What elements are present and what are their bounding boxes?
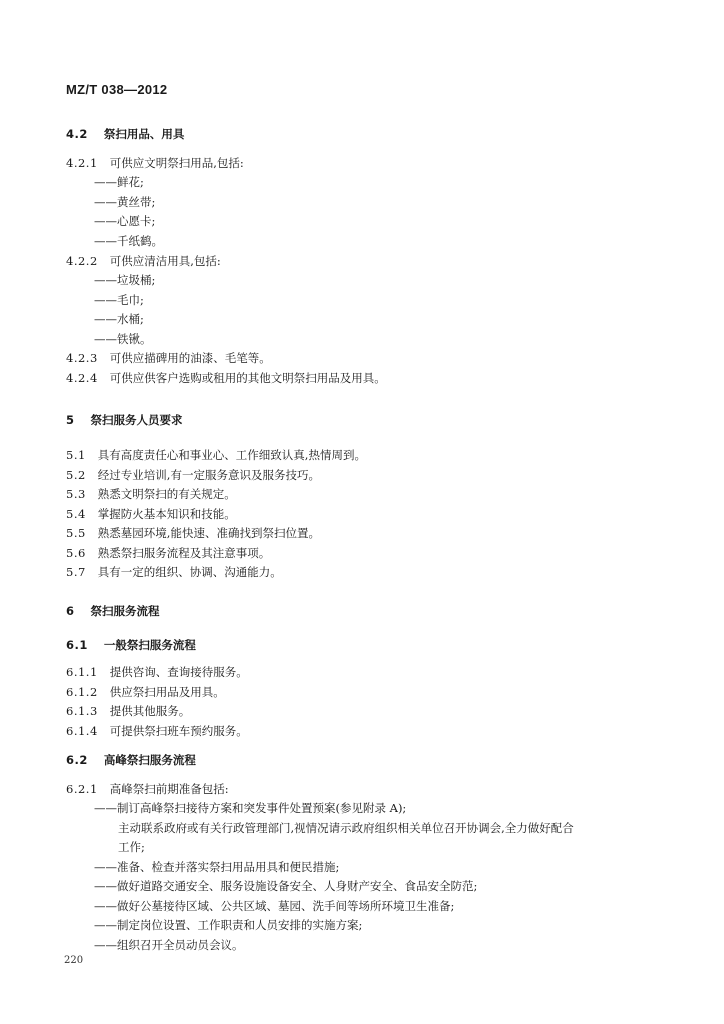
clause-text: 提供咨询、查询接待服务。 xyxy=(109,665,248,679)
clause-text: 供应祭扫用品及用具。 xyxy=(109,685,225,699)
list-item-continuation: 主动联系政府或有关行政管理部门,视情况请示政府组织相关单位召开协调会,全力做好配合 xyxy=(118,821,574,835)
clause-6-1-4 xyxy=(66,723,248,739)
clause-4-2-2 xyxy=(66,253,221,269)
list-item: ——垃圾桶; xyxy=(94,273,156,287)
clause-4-2-3 xyxy=(66,350,271,366)
list-item: ——制订高峰祭扫接待方案和突发事件处置预案(参见附录 A); xyxy=(94,801,407,815)
clause-5-1 xyxy=(66,447,366,463)
clause-text: 提供其他服务。 xyxy=(109,704,191,718)
section-title: 一般祭扫服务流程 xyxy=(103,638,196,652)
section-6-2-heading xyxy=(66,752,196,768)
clause-text: 经过专业培训,有一定服务意识及服务技巧。 xyxy=(97,468,320,482)
clause-number: 5.7 xyxy=(66,565,86,579)
section-title: 祭扫服务流程 xyxy=(90,604,160,618)
list-item: ——组织召开全员动员会议。 xyxy=(94,938,244,952)
clause-5-4 xyxy=(66,506,236,522)
clause-number: 4.2.1 xyxy=(66,156,98,170)
clause-number: 5.3 xyxy=(66,487,86,501)
clause-5-7 xyxy=(66,564,282,580)
section-4-2-heading xyxy=(66,126,184,142)
section-title: 高峰祭扫服务流程 xyxy=(103,753,196,767)
section-number: 6.2 xyxy=(66,753,88,767)
list-item-continuation: 工作; xyxy=(118,840,145,854)
section-title: 祭扫用品、用具 xyxy=(103,127,185,141)
clause-5-3 xyxy=(66,486,236,502)
list-item: ——铁锹。 xyxy=(94,332,152,346)
list-item: ——心愿卡; xyxy=(94,214,156,228)
clause-4-2-4 xyxy=(66,370,386,386)
clause-number: 6.1.1 xyxy=(66,665,98,679)
clause-text: 可供应清洁用具,包括: xyxy=(109,254,221,268)
clause-text: 熟悉祭扫服务流程及其注意事项。 xyxy=(97,546,271,560)
list-item: ——水桶; xyxy=(94,312,144,326)
clause-text: 可提供祭扫班车预约服务。 xyxy=(109,724,248,738)
clause-text: 掌握防火基本知识和技能。 xyxy=(97,507,236,521)
clause-number: 6.1.4 xyxy=(66,724,98,738)
clause-number: 4.2.3 xyxy=(66,351,98,365)
list-item: ——千纸鹤。 xyxy=(94,234,163,248)
clause-text: 可供应描碑用的油漆、毛笔等。 xyxy=(109,351,271,365)
clause-number: 6.2.1 xyxy=(66,782,98,796)
clause-text: 可供应文明祭扫用品,包括: xyxy=(109,156,244,170)
page-number: 220 xyxy=(64,955,84,966)
clause-5-6 xyxy=(66,545,270,561)
clause-text: 高峰祭扫前期准备包括: xyxy=(109,782,229,796)
clause-number: 4.2.2 xyxy=(66,254,98,268)
section-6-heading xyxy=(66,603,160,619)
list-item: ——制定岗位设置、工作职责和人员安排的实施方案; xyxy=(94,918,363,932)
section-title: 祭扫服务人员要求 xyxy=(90,413,183,427)
clause-6-1-1 xyxy=(66,664,248,680)
clause-text: 可供应供客户选购或租用的其他文明祭扫用品及用具。 xyxy=(109,371,386,385)
section-5-heading xyxy=(66,412,183,428)
clause-number: 5.2 xyxy=(66,468,86,482)
list-item: ——毛巾; xyxy=(94,293,144,307)
section-number: 4.2 xyxy=(66,127,88,141)
standard-code: MZ/T 038—2012 xyxy=(66,82,168,97)
list-item: ——鲜花; xyxy=(94,175,144,189)
clause-text: 熟悉墓园环境,能快速、准确找到祭扫位置。 xyxy=(97,526,320,540)
clause-text: 熟悉文明祭扫的有关规定。 xyxy=(97,487,236,501)
clause-6-1-3 xyxy=(66,703,190,719)
clause-6-1-2 xyxy=(66,684,225,700)
clause-text: 具有一定的组织、协调、沟通能力。 xyxy=(97,565,282,579)
list-item: ——黄丝带; xyxy=(94,195,156,209)
clause-5-2 xyxy=(66,467,320,483)
clause-number: 5.4 xyxy=(66,507,86,521)
clause-text: 具有高度责任心和事业心、工作细致认真,热情周到。 xyxy=(97,448,366,462)
section-6-1-heading xyxy=(66,637,196,653)
clause-number: 5.6 xyxy=(66,546,86,560)
clause-6-2-1 xyxy=(66,781,229,797)
clause-number: 5.1 xyxy=(66,448,86,462)
section-number: 5 xyxy=(66,413,75,427)
list-item: ——准备、检查并落实祭扫用品用具和便民措施; xyxy=(94,860,340,874)
list-item: ——做好公墓接待区域、公共区域、墓园、洗手间等场所环境卫生准备; xyxy=(94,899,455,913)
clause-number: 4.2.4 xyxy=(66,371,98,385)
clause-number: 6.1.3 xyxy=(66,704,98,718)
clause-5-5 xyxy=(66,525,320,541)
clause-number: 6.1.2 xyxy=(66,685,98,699)
clause-number: 5.5 xyxy=(66,526,86,540)
section-number: 6 xyxy=(66,604,75,618)
list-item: ——做好道路交通安全、服务设施设备安全、人身财产安全、食品安全防范; xyxy=(94,879,478,893)
clause-4-2-1 xyxy=(66,155,244,171)
section-number: 6.1 xyxy=(66,638,88,652)
